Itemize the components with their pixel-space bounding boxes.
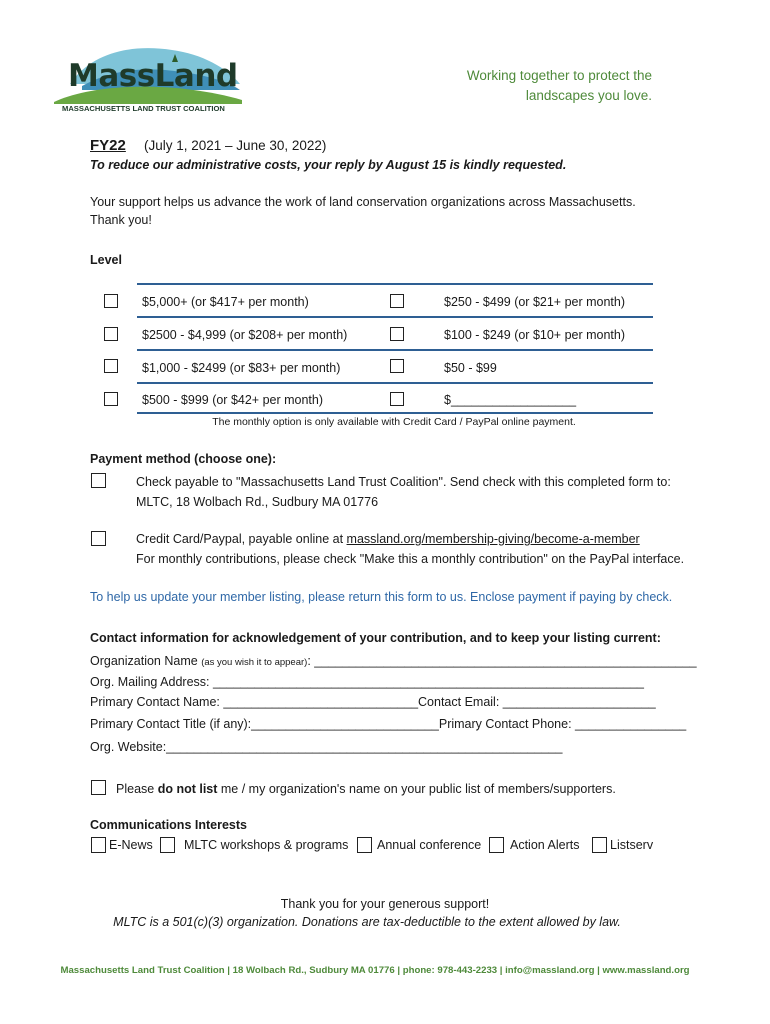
level-checkbox-2500[interactable] — [104, 327, 118, 341]
level-label: Level — [90, 253, 122, 267]
payment-card-monthly-note: For monthly contributions, please check "Make this a monthly contribution" on the PayPal interface. — [136, 552, 685, 566]
org-name-hint: (as you wish it to appear) — [201, 657, 308, 668]
payment-check-checkbox[interactable] — [91, 473, 106, 488]
closing-thanks: Thank you for your generous support! — [280, 897, 490, 911]
do-not-list-bold: do not list — [157, 782, 218, 796]
tagline-line-2: landscapes you love. — [525, 88, 652, 103]
fiscal-year: FY22 — [90, 137, 126, 154]
org-name-label: Organization Name — [90, 654, 198, 668]
payment-card-link[interactable]: massland.org/membership-giving/become-a-member — [346, 532, 640, 546]
level-checkbox-50[interactable] — [390, 359, 404, 373]
comm-listserv-checkbox[interactable] — [592, 837, 607, 853]
footer: Massachusetts Land Trust Coalition | 18 Wolbach Rd., Sudbury MA 01776 | phone: 978-443-2233 | info@massland.org | www.massland.org — [60, 965, 690, 976]
level-checkbox-100[interactable] — [390, 327, 404, 341]
support-line-2: Thank you! — [90, 213, 152, 227]
tagline — [467, 66, 652, 106]
payment-card-text — [136, 532, 640, 546]
level-option-1000: $1,000 - $2499 (or $83+ per month) — [142, 361, 341, 375]
comm-enews-checkbox[interactable] — [91, 837, 106, 853]
contact-label: Contact information for acknowledgement of your contribution, and to keep your listing current: — [90, 631, 661, 645]
communications-label: Communications Interests — [90, 818, 247, 832]
support-text — [90, 193, 636, 229]
level-option-100: $100 - $249 (or $10+ per month) — [444, 328, 626, 342]
do-not-list-suffix: me / my organization's name on your public list of members/supporters. — [217, 782, 616, 796]
reply-request: To reduce our administrative costs, your reply by August 15 is kindly requested. — [90, 158, 567, 172]
do-not-list-text — [116, 782, 616, 796]
level-checkbox-custom[interactable] — [390, 392, 404, 406]
org-name-blank: : _______________________________________________________ — [307, 654, 697, 668]
level-divider — [137, 349, 653, 351]
level-checkbox-1000[interactable] — [104, 359, 118, 373]
level-checkbox-500[interactable] — [104, 392, 118, 406]
level-checkbox-250[interactable] — [390, 294, 404, 308]
primary-title-field[interactable]: Primary Contact Title (if any):___________________________Primary Contact Phone: ________________ — [90, 717, 687, 731]
closing-tax-note: MLTC is a 501(c)(3) organization. Donations are tax-deductible to the extent allowed by law. — [113, 915, 621, 929]
payment-card-prefix: Credit Card/Paypal, payable online at — [136, 532, 347, 546]
comm-workshops-label: MLTC workshops & programs — [184, 838, 349, 852]
level-divider — [137, 283, 653, 285]
tagline-line-1: Working together to protect the — [466, 68, 652, 83]
primary-contact-field[interactable]: Primary Contact Name: ____________________________Contact Email: ______________________ — [90, 695, 656, 709]
return-note: To help us update your member listing, please return this form to us. Enclose payment if paying by check. — [90, 590, 673, 604]
payment-card-checkbox[interactable] — [91, 531, 106, 546]
level-option-2500: $2500 - $4,999 (or $208+ per month) — [142, 328, 348, 342]
payment-check-text: Check payable to "Massachusetts Land Trust Coalition". Send check with this completed form to: — [136, 475, 671, 489]
org-name-field[interactable] — [90, 654, 697, 668]
level-divider — [137, 316, 653, 318]
level-checkbox-5000[interactable] — [104, 294, 118, 308]
logo-subtitle: MASSACHUSETTS LAND TRUST COALITION — [62, 104, 225, 113]
level-divider — [137, 382, 653, 384]
comm-workshops-checkbox[interactable] — [160, 837, 175, 853]
do-not-list-prefix: Please — [116, 782, 158, 796]
comm-alerts-label: Action Alerts — [510, 838, 580, 852]
fiscal-period: (July 1, 2021 – June 30, 2022) — [144, 138, 327, 153]
support-line-1: Your support helps us advance the work of land conservation organizations across Massachusetts. — [90, 195, 636, 209]
logo-wordmark: MassLand — [68, 58, 238, 94]
payment-check-address: MLTC, 18 Wolbach Rd., Sudbury MA 01776 — [136, 495, 379, 509]
comm-conference-checkbox[interactable] — [357, 837, 372, 853]
comm-listserv-label: Listserv — [610, 838, 654, 852]
website-field[interactable]: Org. Website:_________________________________________________________ — [90, 740, 563, 754]
comm-conference-label: Annual conference — [377, 838, 482, 852]
mailing-address-field[interactable]: Org. Mailing Address: ______________________________________________________________ — [90, 675, 644, 689]
do-not-list-checkbox[interactable] — [91, 780, 106, 795]
level-option-5000: $5,000+ (or $417+ per month) — [142, 295, 309, 309]
level-option-250: $250 - $499 (or $21+ per month) — [444, 295, 626, 309]
payment-label: Payment method (choose one): — [90, 452, 277, 466]
monthly-note: The monthly option is only available with Credit Card / PayPal online payment. — [212, 416, 576, 428]
level-option-500: $500 - $999 (or $42+ per month) — [142, 393, 324, 407]
level-option-custom: $__________________ — [444, 393, 577, 407]
logo — [52, 44, 252, 120]
level-divider — [137, 412, 653, 414]
level-option-50: $50 - $99 — [444, 361, 497, 375]
comm-alerts-checkbox[interactable] — [489, 837, 504, 853]
comm-enews-label: E-News — [109, 838, 153, 852]
